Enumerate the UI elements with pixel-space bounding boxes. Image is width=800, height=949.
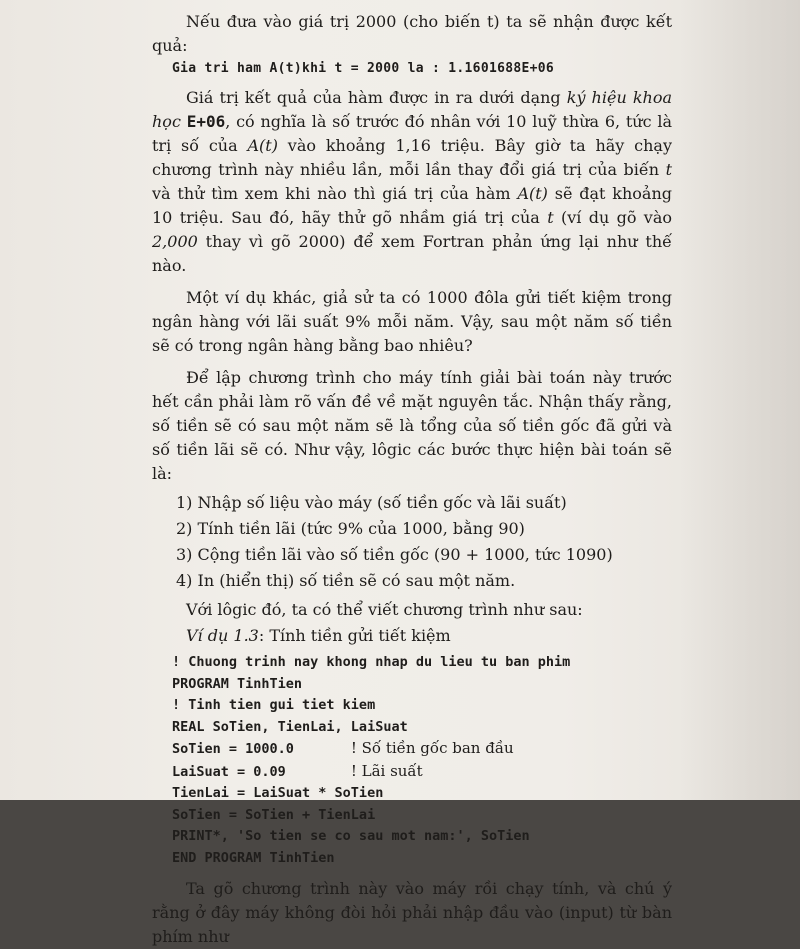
list-item: 3) Cộng tiền lãi vào số tiền gốc (90 + 1000, tức 1090) (176, 545, 613, 564)
paragraph-closing: Ta gõ chương trình này vào máy rồi chạy tính, và chú ý rằng ở đây máy không đòi hỏi phải nhập đầu vào (input) từ bàn phím như (152, 879, 672, 946)
output-result-line: Gia tri ham A(t)khi t = 2000 la : 1.1601688E+06 (172, 61, 554, 76)
code-comment: ! Lãi suất (350, 761, 423, 780)
paragraph-scientific-notation: Giá trị kết quả của hàm được in ra dưới dạng ký hiệu khoa học E+06, có nghĩa là số trước đó nhân với 10 luỹ thừa 6, tức là trị số của A(t) vào khoảng 1,16 triệu. Bây giờ ta hãy chạy chương trình này nhiều lần, mỗi lần thay đổi giá trị của biến t và thử tìm xem khi nào thì giá trị của hàm A(t) sẽ đạt khoảng 10 triệu. Sau đó, hãy thử gõ nhầm giá trị của t (ví dụ gõ vào 2,000 thay vì gõ 2000) để xem Fortran phản ứng lại như thế nào. (152, 88, 673, 275)
code-line: SoTien = 1000.0 ! Số tiền gốc ban đầu (172, 739, 514, 757)
code-listing (172, 652, 672, 869)
example-heading: Ví dụ 1.3: Tính tiền gửi tiết kiệm (186, 626, 451, 645)
paragraph-intro: Nếu đưa vào giá trị 2000 (cho biến t) ta sẽ nhận được kết quả: (152, 12, 672, 55)
code-line: PROGRAM TinhTien (172, 675, 303, 692)
list-item: 1) Nhập số liệu vào máy (số tiền gốc và lãi suất) (176, 493, 567, 512)
code-comment: ! Số tiền gốc ban đầu (350, 739, 514, 757)
code-line: END PROGRAM TinhTien (172, 849, 335, 866)
list-item: 4) In (hiển thị) số tiền sẽ có sau một năm. (176, 571, 516, 590)
code-line: PRINT*, 'So tien se co sau mot nam:', SoTien (172, 828, 530, 844)
page-content (152, 0, 672, 949)
code-line: TienLai = LaiSuat * SoTien (172, 785, 384, 801)
code-line: ! Tinh tien gui tiet kiem (172, 697, 376, 713)
code-line: LaiSuat = 0.09 ! Lãi suất (172, 761, 423, 780)
paragraph-example-savings: Một ví dụ khác, giả sử ta có 1000 đôla gửi tiết kiệm trong ngân hàng với lãi suất 9% mỗi năm. Vậy, sau một năm số tiền sẽ có trong ngân hàng bằng bao nhiêu? (152, 288, 672, 355)
paragraph-program-intro: Với lôgic đó, ta có thể viết chương trình như sau: (186, 600, 583, 619)
page-edge-shadow (680, 0, 800, 800)
paragraph-logic: Để lập chương trình cho máy tính giải bài toán này trước hết cần phải làm rõ vấn đề về mặt nguyên tắc. Nhận thấy rằng, số tiền sẽ có sau một năm sẽ là tổng của số tiền gốc đã gửi và số tiền lãi sẽ có. Như vậy, lôgic các bước thực hiện bài toán sẽ là: (152, 368, 672, 483)
code-line: ! Chuong trinh nay khong nhap du lieu tu ban phim (172, 654, 571, 670)
code-line: SoTien = SoTien + TienLai (172, 806, 376, 823)
code-line: REAL SoTien, TienLai, LaiSuat (172, 718, 408, 735)
list-item: 2) Tính tiền lãi (tức 9% của 1000, bằng 90) (176, 519, 525, 538)
